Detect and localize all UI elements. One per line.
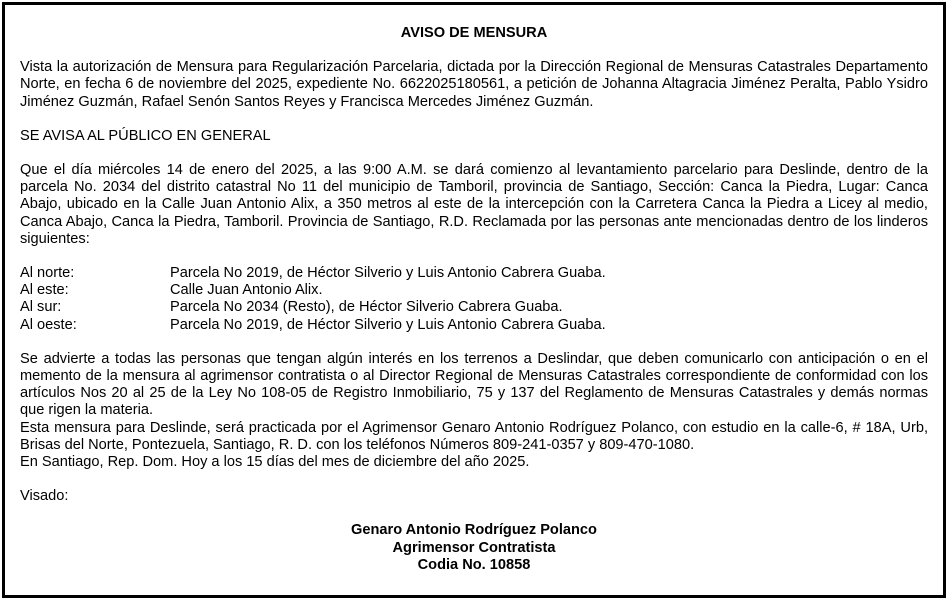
- signature-role: Agrimensor Contratista: [392, 539, 556, 556]
- notice-frame: [2, 2, 946, 598]
- boundary-east: [20, 282, 928, 299]
- boundary-south: [20, 299, 928, 316]
- signature-codia: Codia No. 10858: [417, 556, 531, 573]
- signature-block: [20, 522, 928, 574]
- boundary-value: Parcela No 2019, de Héctor Silverio y Luis Antonio Cabrera Guaba.: [170, 316, 606, 333]
- boundary-north: [20, 265, 928, 282]
- boundary-label: Al oeste:: [20, 316, 77, 333]
- boundary-west: [20, 317, 928, 334]
- boundary-value: Parcela No 2019, de Héctor Silverio y Luis Antonio Cabrera Guaba.: [170, 265, 606, 282]
- visado-label: Visado:: [20, 488, 69, 505]
- boundary-value: Calle Juan Antonio Alix.: [170, 282, 323, 299]
- boundary-value: Parcela No 2034 (Resto), de Héctor Silverio Cabrera Guaba.: [170, 299, 563, 316]
- closing-paragraph: En Santiago, Rep. Dom. Hoy a los 15 días del mes de diciembre del año 2025.: [20, 454, 530, 471]
- notice-title: AVISO DE MENSURA: [400, 25, 548, 41]
- signature-name: Genaro Antonio Rodríguez Polanco: [351, 522, 597, 539]
- notice-content: [20, 25, 928, 574]
- boundary-label: Al sur:: [20, 299, 62, 316]
- boundary-label: Al este:: [20, 282, 69, 299]
- intro-paragraph: Vista la autorización de Mensura para Regularización Parcelaria, dictada por la Dirección Regional de Mensuras Catastrales Departamento Norte, en fecha 6 de noviembre del 2025, expediente No. 6622025180561, a petición de Johanna Altagracia Jiménez Peralta, Pablo Ysidro Jiménez Guzmán, Rafael Senón Santos Reyes y Francisca Mercedes Jiménez Guzmán.: [20, 59, 928, 110]
- body-paragraph: Que el día miércoles 14 de enero del 2025, a las 9:00 A.M. se dará comienzo al levantamiento parcelario para Deslinde, dentro de la parcela No. 2034 del distrito catastral No 11 del municipio de Tamboril, provincia de Santiago, Sección: Canca la Piedra, Lugar: Canca Abajo, ubicado en la Calle Juan Antonio Alix, a 350 metros al este de la intercepción con la Carretera Canca la Piedra a Licey al medio, Canca Abajo, Canca la Piedra, Tamboril. Provincia de Santiago, R.D. Reclamada por las personas ante mencionadas dentro de los linderos siguientes:: [20, 162, 928, 247]
- boundaries-list: [20, 265, 928, 334]
- practice-paragraph: Esta mensura para Deslinde, será practicada por el Agrimensor Genaro Antonio Rodríguez Polanco, con estudio en la calle-6, # 18A, Urb, Brisas del Norte, Pontezuela, Santiago, R. D. con los teléfonos Números 809-241-0357 y 809-470-1080.: [20, 419, 928, 453]
- warning-paragraph: Se advierte a todas las personas que tengan algún interés en los terrenos a Deslindar, que deben comunicarlo con anticipación o en el memento de la mensura al agrimensor contratista o al Director Regional de Mensuras Catastrales correspondiente de conformidad con los artículos Nos 20 al 25 de la Ley No 108-05 de Registro Inmobiliario, 75 y 137 del Reglamento de Mensuras Catastrales y demás normas que rigen la materia.: [20, 350, 928, 419]
- notice-heading: SE AVISA AL PÚBLICO EN GENERAL: [20, 127, 271, 144]
- boundary-label: Al norte:: [20, 265, 75, 282]
